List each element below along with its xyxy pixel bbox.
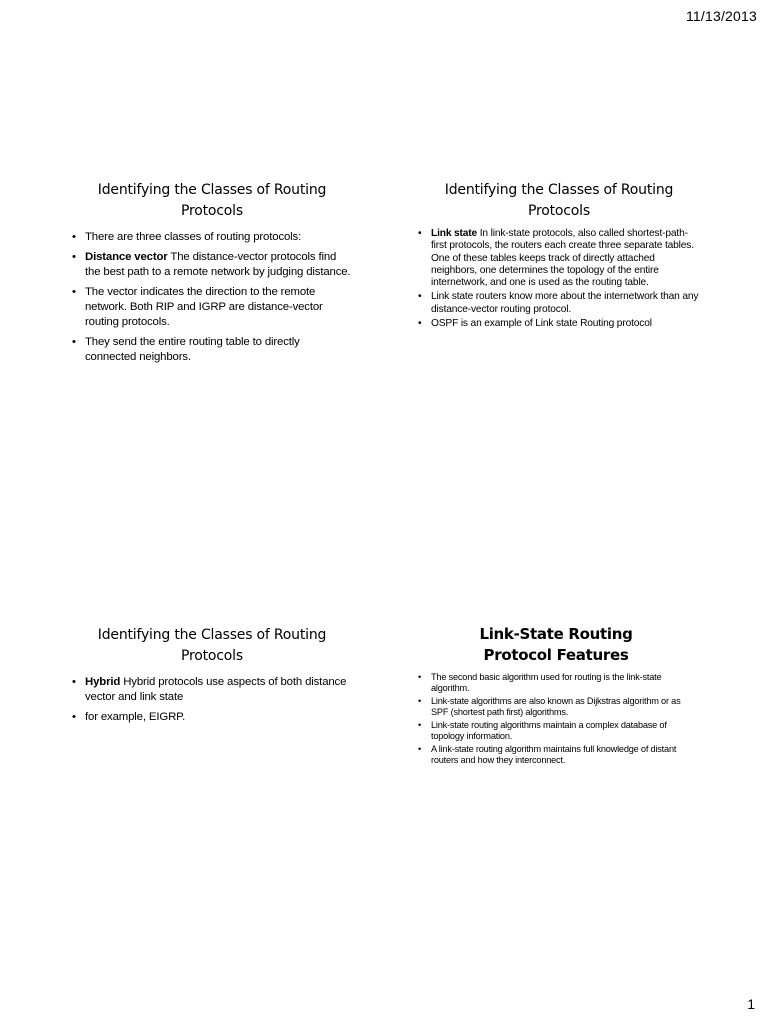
slide-4 <box>418 624 694 768</box>
bullet-term: Hybrid <box>85 676 121 688</box>
list-item <box>72 285 352 330</box>
bullet-text: for example, EIGRP. <box>85 711 186 723</box>
bullet-text: The second basic algorithm used for routing is the link-state algorithm. <box>431 672 662 693</box>
list-item <box>418 672 694 694</box>
list-item <box>72 710 352 725</box>
slide-title: Identifying the Classes of Routing Protocols <box>97 182 327 219</box>
bullet-list <box>72 230 352 365</box>
list-item <box>418 696 694 718</box>
slide-title: Identifying the Classes of Routing Protocols <box>97 627 327 664</box>
slide-3 <box>72 625 352 730</box>
bullet-text: They send the entire routing table to directly connected neighbors. <box>85 336 300 363</box>
bullet-list <box>418 228 700 330</box>
bullet-text: A link-state routing algorithm maintains full knowledge of distant routers and how they interconnect. <box>431 744 677 765</box>
bullet-list <box>72 675 352 725</box>
bullet-text: Link-state algorithms are also known as Dijkstras algorithm or as SPF (shortest path first) algorithms. <box>431 696 681 717</box>
slide-title: Identifying the Classes of Routing Protocols <box>444 182 674 219</box>
bullet-term: Distance vector <box>85 251 168 263</box>
list-item <box>418 720 694 742</box>
list-item <box>418 744 694 766</box>
bullet-text: The distance-vector protocols find the best path to a remote network by judging distance. <box>85 251 351 278</box>
bullet-text: In link-state protocols, also called shortest-path-first protocols, the routers each create three separate tables. One of these tables keeps track of directly attached neighbors, one determines the topology of the entire internetwork, and one is used as the routing table. <box>431 228 694 289</box>
bullet-text: There are three classes of routing protocols: <box>85 231 302 243</box>
slide-1 <box>72 180 352 370</box>
bullet-text: OSPF is an example of Link state Routing protocol <box>431 318 652 330</box>
list-item <box>72 250 352 280</box>
slide-title: Link-State Routing Protocol Features <box>479 625 633 664</box>
list-item <box>72 335 352 365</box>
bullet-term: Link state <box>431 228 478 239</box>
page-number: 1 <box>747 996 755 1012</box>
list-item <box>72 675 352 705</box>
bullet-text: The vector indicates the direction to the remote network. Both RIP and IGRP are distance-vector routing protocols. <box>85 286 323 328</box>
list-item <box>418 228 700 289</box>
list-item <box>418 318 700 330</box>
list-item <box>72 230 352 245</box>
print-date: 11/13/2013 <box>685 8 757 24</box>
bullet-text: Link state routers know more about the internetwork than any distance-vector routing protocol. <box>431 291 699 315</box>
bullet-list <box>418 672 694 766</box>
bullet-text: Hybrid protocols use aspects of both distance vector and link state <box>85 676 347 703</box>
slide-2 <box>418 180 700 332</box>
bullet-text: Link-state routing algorithms maintain a complex database of topology information. <box>431 720 667 741</box>
list-item <box>418 291 700 316</box>
